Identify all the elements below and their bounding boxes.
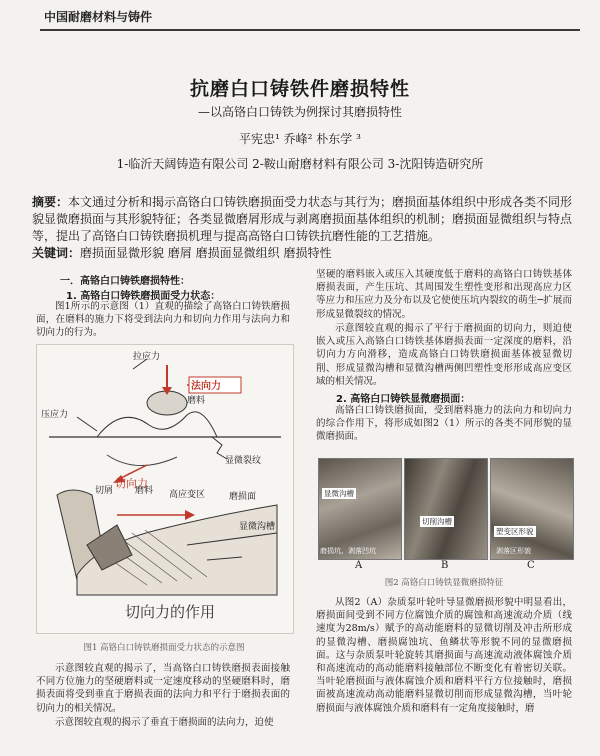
label-pressure: 压应力 bbox=[41, 410, 69, 420]
left-para-2: 示意图较直观的揭示了，当高铬白口铸铁磨损表面接触不同方位施力的坚硬磨料或一定速度移动的坚硬磨料时，磨损表面将受到垂直于磨损表面的法向力和平行于磨损表面的切向力的相关情况。 bbox=[36, 663, 290, 714]
fig2-label-cutting: 切削沟槽 bbox=[422, 517, 452, 526]
label-deform-zone: 高应变区 bbox=[169, 490, 206, 500]
left-para-3: 示意图较直观的揭示了垂直于磨损面的法向力，迫使 bbox=[55, 717, 274, 728]
fig2-label-groove: 显微沟槽 bbox=[324, 489, 354, 498]
fig2-label-plastic: 塑变区形貌 bbox=[496, 527, 534, 536]
label-normal-force: 法向力 bbox=[191, 381, 221, 392]
header-rule bbox=[40, 29, 580, 31]
label-chip: 切屑 bbox=[95, 486, 114, 496]
label-wear-surface: 磨损面 bbox=[229, 492, 257, 502]
label-tension: 拉应力 bbox=[133, 352, 161, 362]
fig2-label-spall: 剥落区形貌 bbox=[496, 547, 531, 555]
stress-curve bbox=[107, 455, 177, 466]
abstract bbox=[32, 194, 577, 245]
label-title-bottom: 切向力的作用 bbox=[125, 603, 216, 621]
cut-arrow-head bbox=[185, 510, 195, 520]
section-heading-1: 一．高铬白口铸铁磨损特性： bbox=[60, 276, 190, 287]
figure-2-photo-c bbox=[490, 458, 574, 560]
article-authors: 平宪忠¹ 乔峰² 朴东学 ³ bbox=[239, 132, 361, 146]
right-para-3: 高铬白口铸铁磨损面，受到磨料施力的法向力和切向力的综合作用下，将形成如图2（1）所示的各类不同形貌的显微磨损面。 bbox=[316, 405, 572, 443]
right-para-4: 从图2（A）杂质泵叶轮叶导显微磨损形貌中明显看出，磨损面间受到不同方位腐蚀介质的腐蚀和高速流动介质（线速度为28m/s）赋予的高动能磨料的显微切削及冲击所形成的显微沟槽、磨损腐蚀坑、鱼鳞状等形貌不同的显微磨损面。这与杂质泵叶轮旋转其磨损面与高速流动液体腐蚀介质和高速流动的高动能磨料接触部位不断变化有着密切关联。当叶轮磨损面与液体腐蚀介质和磨料平行方位接触时，磨损面被高速流动高动能磨料显微切削而形成显微沟槽，当叶轮磨损面与液体腐蚀介质和磨料有一定角度接触时，磨 bbox=[316, 597, 572, 714]
abstract-label: 摘要： bbox=[32, 195, 69, 209]
fig2-panel-b: B bbox=[441, 560, 449, 571]
label-crack: 显微裂纹 bbox=[225, 456, 262, 466]
keywords bbox=[32, 245, 577, 261]
keywords-text: 磨损面显微形貌 磨屑 磨损面显微组织 磨损特性 bbox=[80, 246, 332, 260]
figure-2-photo-a bbox=[318, 458, 402, 560]
figure-1-caption: 图1 高铬白口铸铁磨损面受力状态的示意图 bbox=[83, 643, 245, 653]
keywords-label: 关键词： bbox=[32, 246, 81, 260]
journal-name: 中国耐磨材料与铸件 bbox=[44, 10, 153, 24]
article-affiliations: 1-临沂天阔铸造有限公司 2-鞍山耐磨材料有限公司 3-沈阳铸造研究所 bbox=[116, 157, 484, 171]
fig2-panel-a: A bbox=[355, 560, 363, 571]
label-tangential: 切向力 bbox=[115, 477, 148, 490]
figure-2-photo-b bbox=[404, 458, 488, 560]
article-subtitle: —以高铬白口铸铁为例探讨其磨损特性 bbox=[197, 105, 402, 119]
label-abrasive: 磨料 bbox=[187, 396, 206, 406]
section-heading-1-1: 1. 高铬白口铸铁磨损面受力状态： bbox=[66, 291, 221, 302]
fig2-label-pit: 磨损坑、剥落凹坑 bbox=[320, 547, 376, 555]
abstract-text: 本文通过分析和揭示高铬白口铸铁磨损面受力状态与其行为；磨损面基体组织中形成各类不同形貌显微磨损面与其形貌特征；各类显微磨屑形成与剥离磨损面基体组织的机制；磨损面显微组织与特点等，提出了高铬白口铸铁磨损机理与提高高铬白口铸铁抗磨性能的工艺措施。 bbox=[32, 195, 573, 243]
article-title: 抗磨白口铸铁件磨损特性 bbox=[189, 78, 410, 100]
figure-2-caption: 图2 高铬白口铸铁显微磨损特征 bbox=[384, 578, 504, 588]
left-para-1: 图1所示的示意图（1）直观的描绘了高铬白口铸铁磨损面，在磨料的施力下将受到法向力和切向力作用与法向力和切向力的行为。 bbox=[36, 301, 290, 339]
indent-profile bbox=[97, 412, 217, 437]
label-groove: 显微沟槽 bbox=[239, 522, 276, 532]
right-para-1: 坚硬的磨料嵌入或压入其硬度低于磨料的高铬白口铸铁基体磨损表面，产生压坑、其周围发生塑性变形和出现高应力区等应力和压应力及分布以及它使使压坑内裂纹的萌生─扩展而形成显微裂纹的情况。 bbox=[316, 269, 572, 320]
section-heading-2: 2. 高铬白口铸铁显微磨损面： bbox=[336, 394, 471, 405]
pressure-pointer bbox=[77, 417, 97, 431]
fig2-panel-c: C bbox=[527, 560, 535, 571]
figure-1 bbox=[36, 344, 294, 634]
label-grain: 磨料 bbox=[135, 486, 154, 496]
right-para-2: 示意图较直观的揭示了平行于磨损面的切向力，则迫使嵌入或压入高铬白口铸铁基体磨损表面一定深度的磨料，沿切向力方向滑移，造成高铬白口铸铁磨损面基体被显微切削、形成显微沟槽和显微沟槽两侧凹塑性变形形成高应变区域的相关情况。 bbox=[316, 323, 572, 387]
